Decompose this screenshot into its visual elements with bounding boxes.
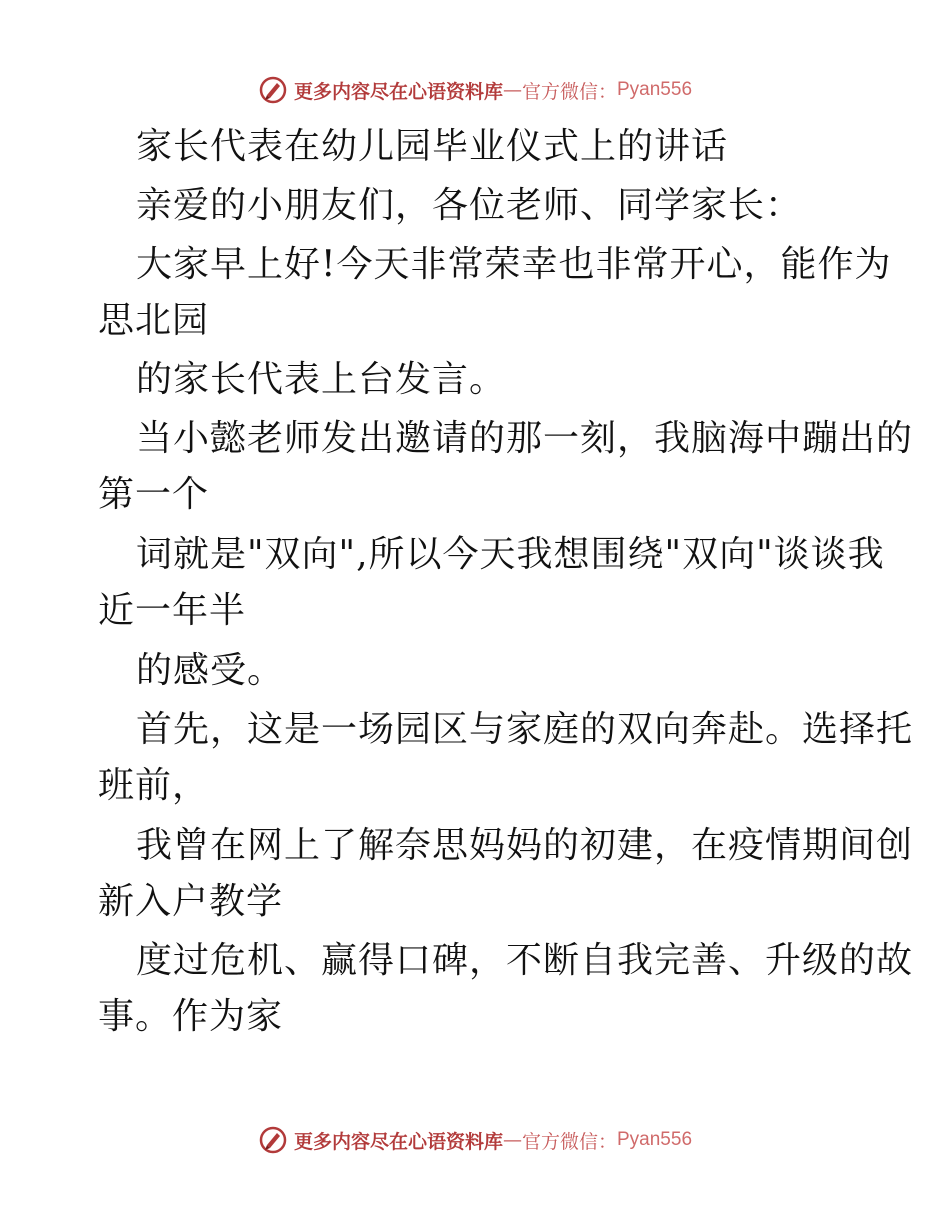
paragraph-line: 事。作为家 bbox=[98, 996, 284, 1037]
paragraph-line: 大家早上好!今天非常荣幸也非常开心，能作为 bbox=[136, 244, 892, 285]
banner-wechat-label: 官方微信： bbox=[521, 80, 617, 103]
banner-wechat-id: Pyan556 bbox=[617, 79, 693, 100]
header-banner bbox=[0, 70, 950, 110]
pen-logo-icon bbox=[258, 75, 288, 105]
paragraph-line: 词就是"双向",所以今天我想围绕"双向"谈谈我 bbox=[136, 534, 885, 575]
banner-wechat-id: Pyan556 bbox=[617, 1129, 693, 1150]
paragraph-line: 当小懿老师发出邀请的那一刻，我脑海中蹦出的 bbox=[136, 418, 914, 459]
paragraph-line: 班前， bbox=[98, 765, 210, 806]
footer-banner bbox=[0, 1120, 950, 1160]
paragraph-line: 度过危机、赢得口碑，不断自我完善、升级的故 bbox=[136, 940, 914, 981]
paragraph-line: 新入户教学 bbox=[98, 881, 284, 922]
pen-logo-icon bbox=[258, 1125, 288, 1155]
salutation: 亲爱的小朋友们，各位老师、同学家长： bbox=[136, 185, 803, 226]
banner-wechat-label: 官方微信： bbox=[521, 1130, 617, 1153]
paragraph-line: 近一年半 bbox=[98, 590, 247, 631]
document-title: 家长代表在幼儿园毕业仪式上的讲话 bbox=[136, 126, 729, 167]
paragraph-line: 我曾在网上了解奈思妈妈的初建，在疫情期间创 bbox=[136, 825, 914, 866]
paragraph-line: 的家长代表上台发言。 bbox=[136, 359, 507, 400]
paragraph-line: 的感受。 bbox=[136, 650, 285, 691]
paragraph-line: 思北园 bbox=[98, 300, 210, 341]
banner-main-text: 更多内容尽在心语资料库 bbox=[293, 80, 503, 103]
banner-dash: — bbox=[502, 1129, 522, 1151]
banner-dash: — bbox=[502, 79, 522, 101]
banner-main-text: 更多内容尽在心语资料库 bbox=[293, 1130, 503, 1153]
paragraph-line: 首先，这是一场园区与家庭的双向奔赴。选择托 bbox=[136, 709, 914, 750]
paragraph-line: 第一个 bbox=[98, 474, 210, 515]
